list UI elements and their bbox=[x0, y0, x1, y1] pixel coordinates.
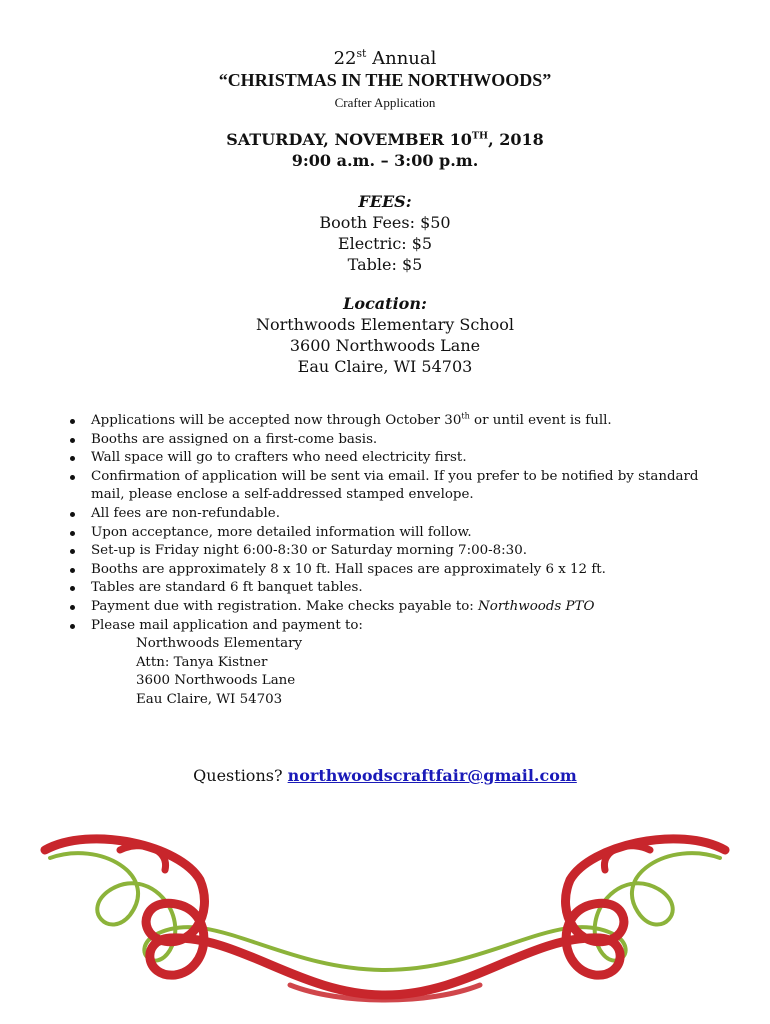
address-line: Northwoods Elementary bbox=[136, 636, 303, 652]
bullet-text: Applications will be accepted now through October 30 bbox=[91, 413, 462, 428]
form-subtitle: Crafter Application bbox=[334, 95, 436, 110]
red-and-green-ribbon-icon bbox=[40, 820, 730, 1010]
event-date-year: , 2018 bbox=[488, 130, 544, 149]
contact-email-link[interactable]: northwoodscraftfair@gmail.com bbox=[287, 766, 577, 785]
address-line: 3600 Northwoods Lane bbox=[136, 673, 296, 689]
location-street: 3600 Northwoods Lane bbox=[289, 336, 481, 355]
list-item: Booths are assigned on a first-come basis. bbox=[66, 431, 726, 450]
address-line: Attn: Tanya Kistner bbox=[136, 654, 268, 670]
bullet-text: or until event is full. bbox=[469, 413, 612, 428]
event-date bbox=[0, 130, 770, 149]
list-item: Set-up is Friday night 6:00-8:30 or Saturday morning 7:00-8:30. bbox=[66, 542, 726, 561]
list-item bbox=[66, 412, 726, 431]
annual-word: Annual bbox=[372, 48, 437, 69]
payee-name: Northwoods PTO bbox=[478, 598, 595, 614]
fee-table: Table: $5 bbox=[347, 255, 423, 274]
annual-ordinal: st bbox=[356, 47, 367, 60]
bullet-text: Please mail application and payment to: bbox=[91, 617, 363, 633]
event-date-ordinal: TH bbox=[471, 130, 489, 142]
event-date-main: SATURDAY, NOVEMBER 10 bbox=[226, 130, 472, 149]
fee-electric: Electric: $5 bbox=[337, 234, 433, 253]
list-item: Upon acceptance, more detailed information will follow. bbox=[66, 524, 726, 543]
list-item: Confirmation of application will be sent via email. If you prefer to be notified by standard mail, please enclose a self-addressed stamped envelope. bbox=[66, 468, 726, 505]
fees-heading: FEES: bbox=[358, 192, 412, 211]
questions-label: Questions? bbox=[193, 766, 288, 785]
questions-line bbox=[0, 766, 770, 785]
list-item: All fees are non-refundable. bbox=[66, 505, 726, 524]
bullet-text: Payment due with registration. Make checks payable to: bbox=[91, 598, 479, 614]
location-school: Northwoods Elementary School bbox=[255, 315, 515, 334]
location-heading: Location: bbox=[343, 294, 427, 313]
fee-booth: Booth Fees: $50 bbox=[319, 213, 451, 232]
list-item: Booths are approximately 8 x 10 ft. Hall spaces are approximately 6 x 12 ft. bbox=[66, 561, 726, 580]
list-item: Tables are standard 6 ft banquet tables. bbox=[66, 579, 726, 598]
bullet-ordinal: th bbox=[461, 411, 470, 421]
annual-line bbox=[0, 48, 770, 69]
list-item bbox=[66, 598, 726, 617]
event-time: 9:00 a.m. – 3:00 p.m. bbox=[291, 151, 479, 170]
list-item bbox=[66, 617, 726, 710]
list-item: Wall space will go to crafters who need electricity first. bbox=[66, 449, 726, 468]
event-title: “CHRISTMAS IN THE NORTHWOODS” bbox=[218, 70, 552, 90]
mailing-address bbox=[91, 635, 726, 709]
annual-number: 22 bbox=[333, 48, 357, 69]
location-city: Eau Claire, WI 54703 bbox=[297, 357, 473, 376]
info-bullet-list bbox=[66, 412, 726, 710]
address-line: Eau Claire, WI 54703 bbox=[136, 691, 283, 707]
